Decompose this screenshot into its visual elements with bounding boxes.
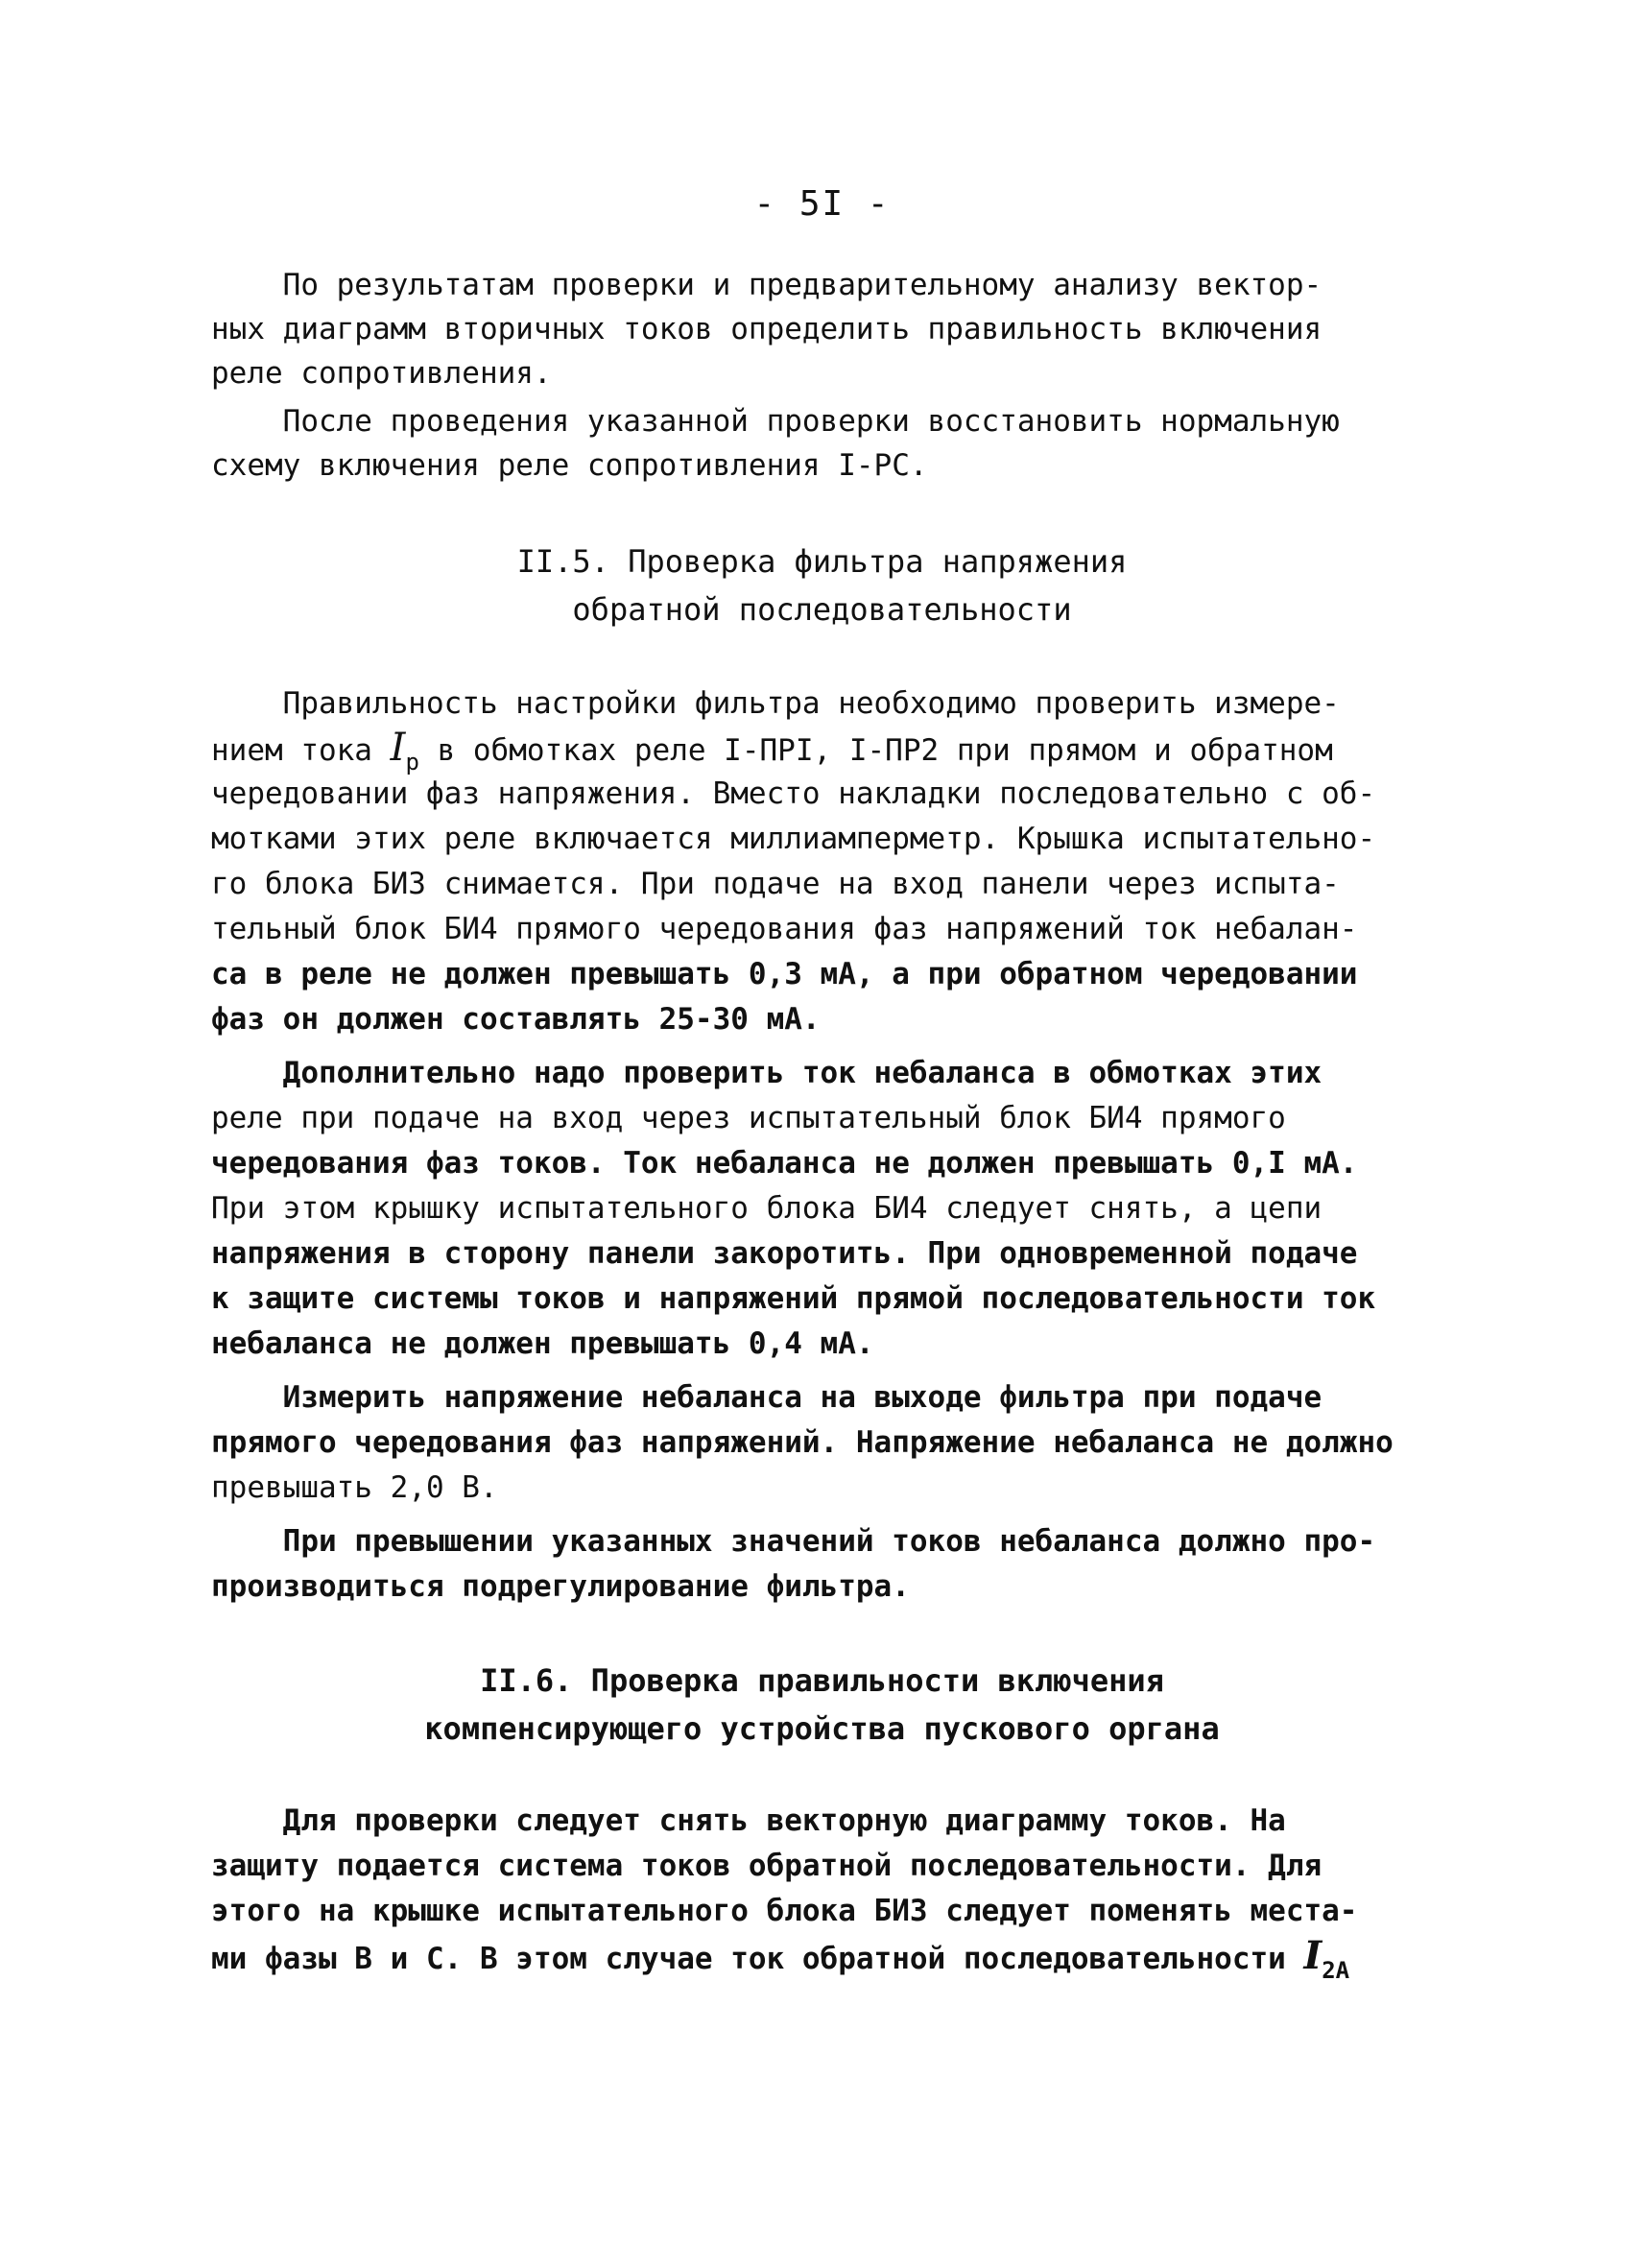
- text-line: мотками этих реле включается миллиамперметр. Крышка испытательно-: [211, 822, 1376, 856]
- current-subscript: 2А: [1322, 1957, 1350, 1984]
- text-line: По результатам проверки и предварительному анализу вектор-: [211, 268, 1322, 302]
- text-line: к защите системы токов и напряжений прямой последовательности ток: [211, 1281, 1376, 1316]
- text-line: реле сопротивления.: [211, 356, 552, 391]
- text-line: схему включения реле сопротивления I-PC.: [211, 448, 928, 483]
- text-fragment: в обмотках реле I-ПРI, I-ПР2 при прямом и обратном: [418, 733, 1333, 768]
- text-line: этого на крышке испытательного блока БИЗ следует поменять места-: [211, 1894, 1358, 1928]
- text-line: прямого чередования фаз напряжений. Напряжение небаланса не должно: [211, 1425, 1394, 1460]
- text-line: защиту подается система токов обратной последовательности. Для: [211, 1849, 1322, 1883]
- section-heading: II.6. Проверка правильности включения: [480, 1662, 1164, 1699]
- text-line: фаз он должен составлять 25-30 мА.: [211, 1002, 821, 1037]
- section-heading: обратной последовательности: [572, 591, 1072, 628]
- text-line: чередования фаз токов. Ток небаланса не должен превышать 0,I мА.: [211, 1146, 1358, 1181]
- section-heading: компенсирующего устройства пускового органа: [424, 1710, 1220, 1747]
- text-line: Измерить напряжение небаланса на выходе фильтра при подаче: [211, 1380, 1322, 1415]
- text-line: При этом крышку испытательного блока БИ4 следует снять, а цепи: [211, 1191, 1322, 1226]
- text-line: го блока БИЗ снимается. При подаче на вход панели через испыта-: [211, 867, 1340, 901]
- text-line: напряжения в сторону панели закоротить. При одновременной подаче: [211, 1236, 1358, 1271]
- current-symbol: I: [1303, 1933, 1322, 1978]
- section-heading: II.5. Проверка фильтра напряжения: [516, 543, 1128, 580]
- text-line: производиться подрегулирование фильтра.: [211, 1569, 910, 1604]
- text-line: ных диаграмм вторичных токов определить правильность включения: [211, 312, 1322, 346]
- text-line: Дополнительно надо проверить ток небаланса в обмотках этих: [211, 1056, 1322, 1090]
- text-line: Для проверки следует снять векторную диаграмму токов. На: [211, 1803, 1286, 1838]
- page-number: - 5I -: [753, 184, 891, 224]
- text-line: тельный блок БИ4 прямого чередования фаз напряжений ток небалан-: [211, 912, 1358, 946]
- text-fragment: ми фазы В и С. В этом случае ток обратной последовательности: [211, 1942, 1304, 1976]
- text-line: небаланса не должен превышать 0,4 мА.: [211, 1326, 874, 1361]
- text-line: [211, 1934, 1349, 1993]
- text-line: чередовании фаз напряжения. Вместо накладки последовательно с об-: [211, 776, 1376, 811]
- text-fragment: нием тока: [211, 733, 391, 768]
- text-line: са в реле не должен превышать 0,3 мА, а при обратном чередовании: [211, 957, 1358, 991]
- text-line: реле при подаче на вход через испытательный блок БИ4 прямого: [211, 1101, 1286, 1135]
- text-line: После проведения указанной проверки восстановить нормальную: [211, 404, 1340, 439]
- current-subscript: р: [405, 749, 419, 776]
- current-symbol: I: [390, 726, 406, 770]
- text-line: При превышении указанных значений токов небаланса должно про-: [211, 1524, 1376, 1559]
- text-line: Правильность настройки фильтра необходимо проверить измере-: [211, 686, 1340, 721]
- text-line: превышать 2,0 В.: [211, 1470, 498, 1505]
